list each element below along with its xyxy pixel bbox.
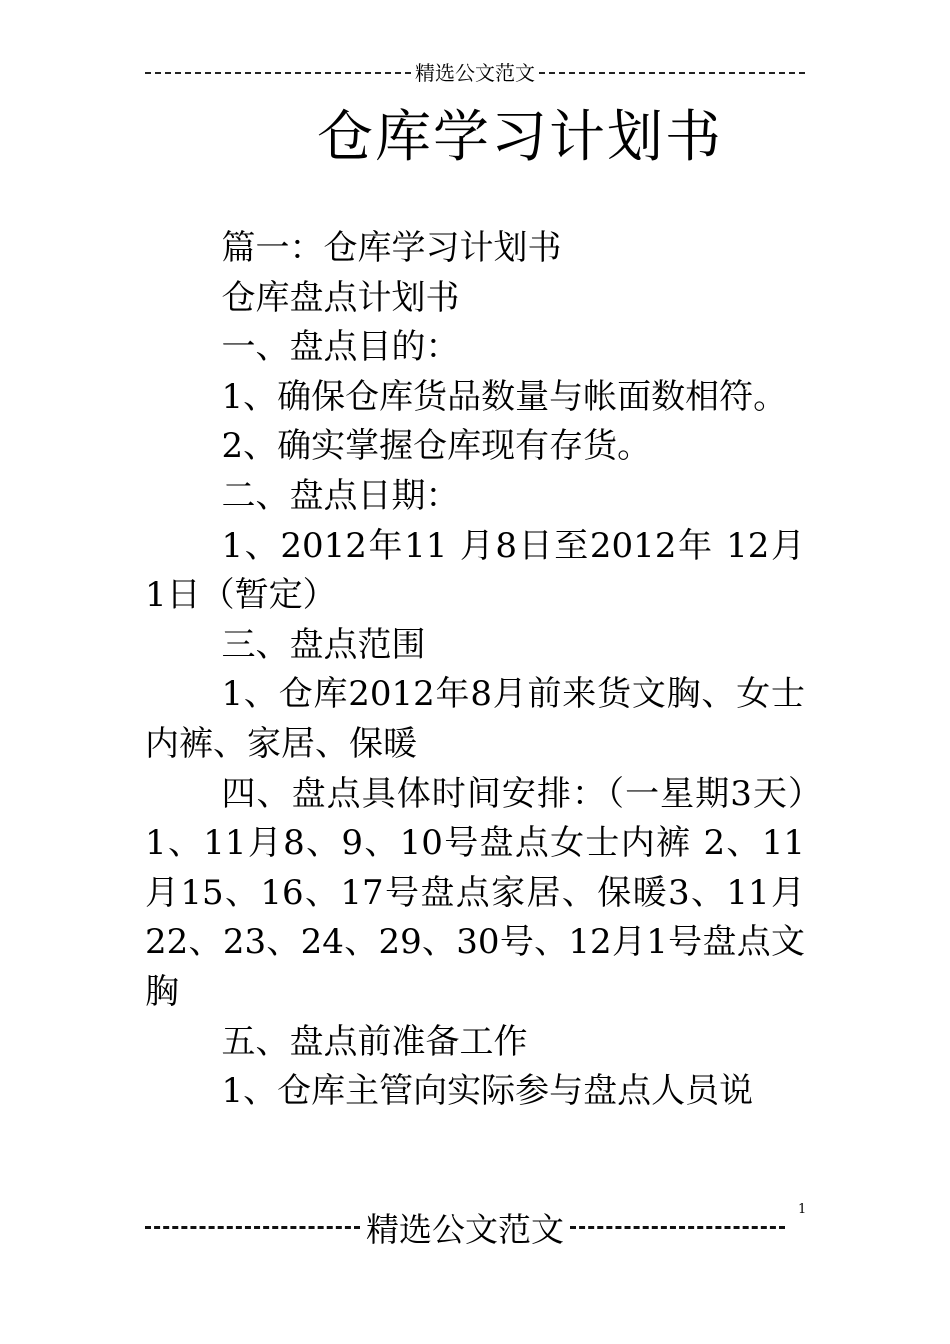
paragraph: 五、盘点前准备工作: [221, 1021, 528, 1062]
paragraph: 1、仓库2012年8月前来货文胸、女士内裤、家居、保暖: [145, 674, 805, 764]
paragraph: 篇一：仓库学习计划书: [221, 228, 562, 268]
footer-dash-right: [570, 1226, 785, 1229]
paragraph: 四、盘点具体时间安排：（一星期3天） 1、11月8、9、10号盘点女士内裤 2、11月15、16、17号盘点家居、保暖3、11月22、23、24、29、30号、12月1号盘点文胸: [145, 773, 839, 1012]
paragraph: 仓库盘点计划书: [221, 277, 460, 318]
paragraph: 一、盘点目的：: [221, 327, 460, 368]
header-text: 精选公文范文: [415, 61, 535, 85]
document-title: 仓库学习计划书: [317, 105, 723, 170]
header-dash-left: [145, 72, 411, 74]
document-body: [145, 224, 839, 1117]
paragraph: 三、盘点范围: [221, 624, 426, 665]
page-header: [145, 58, 805, 88]
paragraph: 2、确实掌握仓库现有存货。: [221, 426, 652, 467]
paragraph: 二、盘点日期：: [221, 475, 460, 516]
footer-text: 精选公文范文: [366, 1209, 564, 1249]
paragraph: 1、2012年11 月8日至2012年 12月1日（暂定）: [145, 525, 805, 616]
page-number: 1: [798, 1202, 807, 1217]
footer-dash-left: [145, 1226, 360, 1229]
paragraph: 1、仓库主管向实际参与盘点人员说: [221, 1071, 754, 1112]
paragraph: 1、确保仓库货品数量与帐面数相符。: [221, 376, 788, 417]
header-dash-right: [539, 72, 805, 74]
page-footer: [145, 1204, 785, 1250]
